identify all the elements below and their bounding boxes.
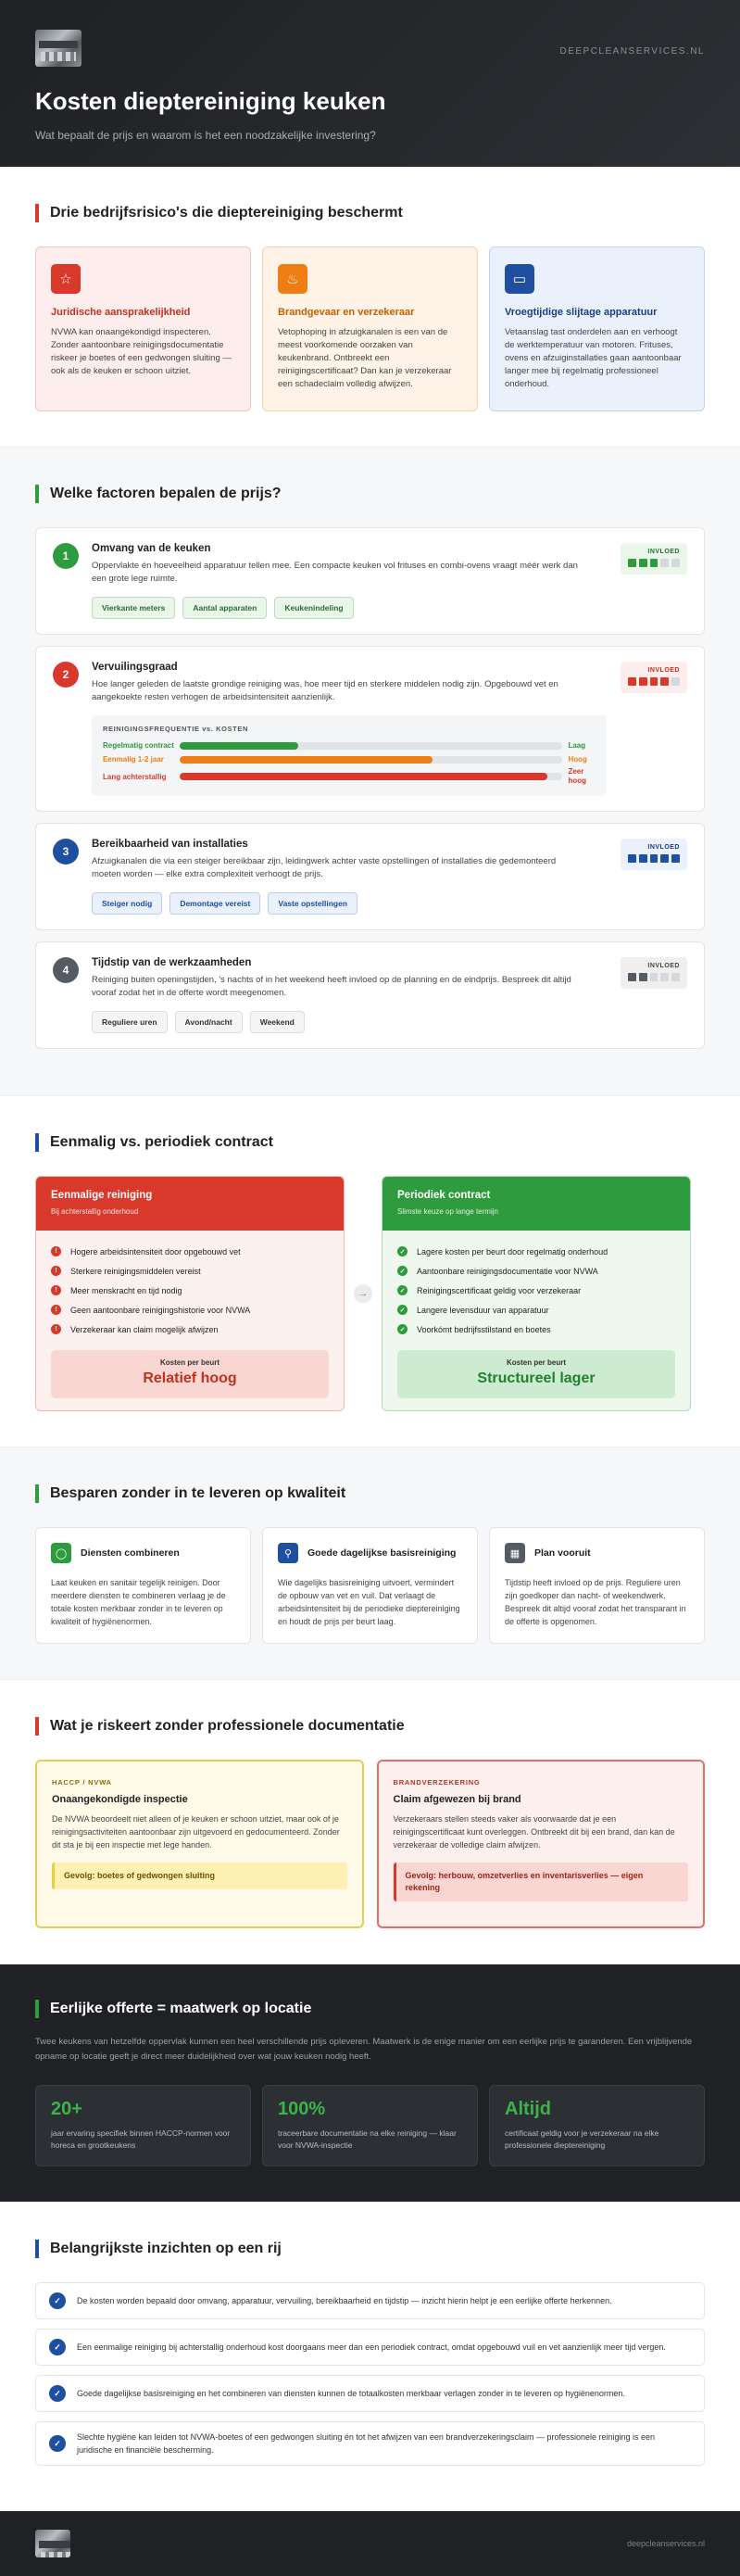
- cost-value: Relatief hoog: [143, 1370, 237, 1386]
- doc-consequence: Gevolg: herbouw, omzetverlies en inventarisverlies — eigen rekening: [394, 1863, 689, 1901]
- risk-title: Vroegtijdige slijtage apparatuur: [505, 307, 658, 318]
- risk-text: Vetophoping in afzuigkanalen is een van de meest voorkomende oorzaken van keukenbrand. Ontbreekt een reinigingscertificaat? Dan kan je verzekeraar een schadeclaim volledig afwijzen.: [278, 327, 452, 389]
- check-icon: ✓: [49, 2292, 66, 2309]
- insight-item: [35, 2282, 705, 2319]
- combine-icon: ◯: [51, 1543, 71, 1563]
- doc-title: Onaangekondigde inspectie: [52, 1794, 188, 1805]
- influence-dot: [628, 559, 636, 567]
- insight-item: [35, 2329, 705, 2366]
- doc-card-insurance: [377, 1760, 706, 1928]
- calendar-icon: ▦: [505, 1543, 525, 1563]
- factor-card-timing: [35, 941, 705, 1049]
- check-icon: ✓: [49, 2339, 66, 2355]
- clean-icon: ⚲: [278, 1543, 298, 1563]
- influence-dot: [639, 559, 647, 567]
- check-icon: ✓: [49, 2435, 66, 2452]
- doc-kicker: HACCP / NVWA: [52, 1778, 112, 1787]
- saving-text: Laat keuken en sanitair tegelijk reinigen. Door meerdere diensten te combineren verlaag je de totale kosten merkbaar zonder in te leveren op kwaliteit of hygiënenormen.: [51, 1578, 226, 1626]
- doc-consequence: Gevolg: boetes of gedwongen sluiting: [52, 1863, 347, 1889]
- cost-label: Kosten per beurt: [159, 1358, 219, 1367]
- contract-item: ! Hogere arbeidsintensiteit door opgebouwd vet: [51, 1242, 329, 1261]
- influence-dot: [671, 559, 680, 567]
- factor-text: Afzuigkanalen die via een steiger bereikbaar zijn, leidingwerk achter vaste opstellingen of installaties die gedemonteerd moeten worden — elke extra complexiteit verhoogt de prijs.: [92, 856, 557, 879]
- frequency-value: Hoog: [568, 755, 587, 764]
- influence-meter: [628, 973, 680, 981]
- documentation-section: [0, 1680, 740, 1964]
- factor-tag: Keukenindeling: [274, 597, 353, 619]
- stat-card: [489, 2085, 705, 2166]
- factor-title: Vervuilingsgraad: [92, 662, 178, 673]
- flame-icon: ♨: [278, 264, 307, 294]
- check-icon: ✓: [397, 1324, 408, 1334]
- influence-dot: [660, 677, 669, 686]
- factor-tag: Weekend: [250, 1011, 305, 1033]
- contracts-section: [0, 1096, 740, 1447]
- influence-dot: [660, 854, 669, 863]
- contract-periodic-card: [382, 1176, 691, 1411]
- risk-card-legal: [35, 246, 251, 411]
- insight-text: De kosten worden bepaald door omvang, apparatuur, vervuiling, bereikbaarheid en tijdstip — inzicht hierin helpt je een eerlijke offerte herkennen.: [77, 2296, 612, 2305]
- cost-box: [51, 1350, 329, 1398]
- doc-card-inspection: [35, 1760, 364, 1928]
- influence-dot: [650, 677, 658, 686]
- warning-icon: !: [51, 1305, 61, 1315]
- factor-tag: Aantal apparaten: [182, 597, 267, 619]
- frequency-bar: [180, 756, 433, 764]
- frequency-name: Regelmatig contract: [103, 741, 174, 750]
- warning-icon: !: [51, 1285, 61, 1295]
- factor-tag: Vaste opstellingen: [268, 892, 357, 915]
- factor-title: Bereikbaarheid van installaties: [92, 839, 248, 850]
- factor-tag: Avond/nacht: [175, 1011, 243, 1033]
- warning-icon: !: [51, 1246, 61, 1256]
- influence-badge: [621, 957, 687, 989]
- monitor-icon: ▭: [505, 264, 534, 294]
- influence-dot: [639, 854, 647, 863]
- influence-badge: [621, 839, 687, 870]
- page-title: Kosten dieptereiniging keuken: [35, 87, 386, 115]
- arrow-right-icon: →: [354, 1284, 372, 1303]
- page-footer: [0, 2511, 740, 2576]
- contract-subtitle: Bij achterstallig onderhoud: [51, 1207, 139, 1216]
- influence-label: INVLOED: [647, 844, 680, 851]
- check-icon: ✓: [397, 1246, 408, 1256]
- factors-section: [0, 448, 740, 1096]
- contracts-title: Eenmalig vs. periodiek contract: [35, 1133, 705, 1152]
- stat-label: traceerbare documentatie na elke reiniging — klaar voor NVWA-inspectie: [278, 2128, 457, 2150]
- stat-value: 20+: [51, 2099, 82, 2119]
- frequency-value: Laag: [568, 741, 586, 750]
- offer-intro: Twee keukens van hetzelfde oppervlak kunnen een heel verschillende prijs opleveren. Maatwerk is de enige manier om een eerlijke prijs te garanderen. Een vrijblijvende opname op locatie geeft je direct meer duidelijkheid over wat jouw keuken nodig heeft.: [35, 2037, 693, 2062]
- savings-title: Besparen zonder in te leveren op kwaliteit: [35, 1484, 705, 1503]
- cost-value: Structureel lager: [477, 1370, 596, 1386]
- insight-item: [35, 2375, 705, 2412]
- savings-section: [0, 1447, 740, 1680]
- company-logo[interactable]: [35, 30, 82, 67]
- saving-card-plan: [489, 1527, 705, 1644]
- risk-card-fire: [262, 246, 478, 411]
- influence-dot: [671, 854, 680, 863]
- doc-title: Claim afgewezen bij brand: [393, 1794, 521, 1805]
- factor-tag: Reguliere uren: [92, 1011, 168, 1033]
- influence-badge: [621, 543, 687, 575]
- influence-meter: [628, 854, 680, 863]
- contract-item: ! Sterkere reinigingsmiddelen vereist: [51, 1261, 329, 1281]
- factor-tag: Steiger nodig: [92, 892, 162, 915]
- offer-section: [0, 1964, 740, 2203]
- influence-dot: [671, 973, 680, 981]
- contract-title: Eenmalige reiniging: [51, 1190, 153, 1201]
- risks-section: [0, 167, 740, 448]
- contract-item: ! Verzekeraar kan claim mogelijk afwijzen: [51, 1320, 329, 1339]
- influence-dot: [660, 973, 669, 981]
- risk-text: NVWA kan onaangekondigd inspecteren. Zonder aantoonbare reinigingsdocumentatie riskeer je boetes of een gedwongen sluiting — ook als de keuken er schoon uitziet.: [51, 327, 232, 376]
- stat-value: 100%: [278, 2099, 326, 2119]
- factors-title: Welke factoren bepalen de prijs?: [35, 485, 705, 503]
- saving-title: Diensten combineren: [81, 1547, 180, 1559]
- contract-item: ! Geen aantoonbare reinigingshistorie voor NVWA: [51, 1300, 329, 1320]
- factor-number: 1: [53, 543, 79, 569]
- influence-dot: [628, 854, 636, 863]
- factor-text: Reiniging buiten openingstijden, 's nachts of in het weekend heeft invloed op de planning en de eindprijs. Bespreek dit altijd vooraf zodat het in de offerte wordt meegenomen.: [92, 975, 571, 998]
- contract-title: Periodiek contract: [397, 1190, 491, 1201]
- factor-card-dirt: [35, 646, 705, 812]
- influence-badge: [621, 662, 687, 693]
- insights-title: Belangrijkste inzichten op een rij: [35, 2240, 705, 2258]
- factor-tag: Vierkante meters: [92, 597, 175, 619]
- influence-dot: [639, 677, 647, 686]
- influence-label: INVLOED: [647, 549, 680, 555]
- insight-item: [35, 2421, 705, 2466]
- insight-text: Een eenmalige reiniging bij achterstallig onderhoud kost doorgaans meer dan een periodiek contract, omdat opgebouwd vuil en vet aanzienlijk meer tijd vergen.: [77, 2342, 666, 2352]
- saving-card-daily: [262, 1527, 478, 1644]
- doc-text: De NVWA beoordeelt niet alleen of je keuken er schoon uitziet, maar ook of je reinigingsactiviteiten aantoonbaar zijn uitgevoerd en gedocumenteerd. Zonder dit sta je bij een inspectie met lege handen.: [52, 1814, 340, 1850]
- factor-card-size: [35, 527, 705, 635]
- insight-text: Slechte hygiëne kan leiden tot NVWA-boetes of een gedwongen sluiting én tot het afwijzen van een brandverzekeringsclaim — professionele reiniging is een juridische en financiële bescherming.: [77, 2432, 656, 2455]
- saving-title: Plan vooruit: [534, 1547, 591, 1559]
- footer-logo[interactable]: [35, 2530, 70, 2557]
- hero-header: [0, 0, 740, 167]
- contract-item: ✓ Lagere kosten per beurt door regelmatig onderhoud: [397, 1242, 675, 1261]
- risk-card-wear: [489, 246, 705, 411]
- factor-number: 3: [53, 839, 79, 865]
- influence-dot: [671, 677, 680, 686]
- frequency-row: [103, 752, 596, 766]
- check-icon: ✓: [397, 1305, 408, 1315]
- frequency-row: [103, 766, 596, 787]
- factor-title: Omvang van de keuken: [92, 543, 211, 554]
- offer-title: Eerlijke offerte = maatwerk op locatie: [35, 2000, 705, 2018]
- doc-kicker: BRANDVERZEKERING: [393, 1778, 481, 1787]
- contract-subtitle: Slimste keuze op lange termijn: [397, 1207, 498, 1216]
- factor-title: Tijdstip van de werkzaamheden: [92, 957, 252, 968]
- influence-label: INVLOED: [647, 963, 680, 969]
- stat-label: certificaat geldig voor je verzekeraar na elke professionele dieptereiniging: [505, 2128, 659, 2150]
- influence-dot: [650, 854, 658, 863]
- frequency-name: Eenmalig 1-2 jaar: [103, 755, 164, 764]
- check-icon: ✓: [397, 1285, 408, 1295]
- saving-card-combine: [35, 1527, 251, 1644]
- saving-text: Tijdstip heeft invloed op de prijs. Reguliere uren zijn goedkoper dan nacht- of weekendwerk. Bespreek dit altijd vooraf zodat het transparant in de offerte is opgenomen.: [505, 1578, 686, 1626]
- influence-dot: [628, 677, 636, 686]
- risk-title: Juridische aansprakelijkheid: [51, 307, 191, 318]
- factor-number: 4: [53, 957, 79, 983]
- check-icon: ✓: [397, 1266, 408, 1276]
- warning-icon: !: [51, 1266, 61, 1276]
- documentation-title: Wat je riskeert zonder professionele documentatie: [35, 1717, 705, 1736]
- risk-text: Vetaanslag tast onderdelen aan en verhoogt de werktemperatuur van motoren. Frituses, ovens en afzuiginstallaties gaan aantoonbaar langer mee bij regelmatig professioneel onderhoud.: [505, 327, 682, 389]
- saving-text: Wie dagelijks basisreiniging uitvoert, vermindert de opbouw van vet en vuil. Dat verlaagt de arbeidsintensiteit bij de periodieke dieptereiniging en houdt de prijs per beurt laag.: [278, 1578, 460, 1626]
- star-icon: ☆: [51, 264, 81, 294]
- influence-dot: [639, 973, 647, 981]
- risk-title: Brandgevaar en verzekeraar: [278, 307, 415, 318]
- frequency-row: [103, 739, 596, 752]
- stat-value: Altijd: [505, 2099, 551, 2119]
- factor-number: 2: [53, 662, 79, 688]
- influence-dot: [628, 973, 636, 981]
- header-domain[interactable]: DEEPCLEANSERVICES.NL: [559, 46, 705, 57]
- saving-title: Goede dagelijkse basisreiniging: [307, 1547, 457, 1559]
- contract-item: ✓ Aantoonbare reinigingsdocumentatie voor NVWA: [397, 1261, 675, 1281]
- influence-meter: [628, 559, 680, 567]
- frequency-chart: [92, 715, 607, 796]
- stat-label: jaar ervaring specifiek binnen HACCP-normen voor horeca en grootkeukens: [51, 2128, 231, 2150]
- insight-text: Goede dagelijkse basisreiniging en het combineren van diensten kunnen de totaalkosten merkbaar verlagen zonder in te leveren op hygiënenormen.: [77, 2389, 625, 2398]
- frequency-name: Lang achterstallig: [103, 772, 167, 781]
- factor-text: Hoe langer geleden de laatste grondige reiniging was, hoe meer tijd en sterkere middelen nodig zijn. Opgebouwd vet en aangekoekte resten verhogen de arbeidsintensiteit aanzienlijk.: [92, 679, 558, 702]
- doc-text: Verzekeraars stellen steeds vaker als voorwaarde dat je een reinigingscertificaat kunt overleggen. Ontbreekt dit bij een brand, dan kan de verzekeraar de volledige claim afwijzen.: [393, 1814, 675, 1850]
- contract-item: ! Meer menskracht en tijd nodig: [51, 1281, 329, 1300]
- contract-once-card: [35, 1176, 345, 1411]
- factor-text: Oppervlakte én hoeveelheid apparatuur tellen mee. Een compacte keuken vol frituses en combi-ovens vraagt méér werk dan een grote lege ruimte.: [92, 561, 578, 584]
- cost-label: Kosten per beurt: [506, 1358, 566, 1367]
- influence-meter: [628, 677, 680, 686]
- contract-item: ✓ Voorkómt bedrijfsstilstand en boetes: [397, 1320, 675, 1339]
- influence-dot: [650, 973, 658, 981]
- stat-card: [35, 2085, 251, 2166]
- factor-card-access: [35, 823, 705, 930]
- frequency-bar: [180, 773, 547, 780]
- frequency-bar: [180, 742, 298, 750]
- check-icon: ✓: [49, 2385, 66, 2402]
- warning-icon: !: [51, 1324, 61, 1334]
- page-subtitle: Wat bepaalt de prijs en waarom is het een noodzakelijke investering?: [35, 129, 376, 142]
- influence-dot: [650, 559, 658, 567]
- influence-label: INVLOED: [647, 667, 680, 674]
- risks-title: Drie bedrijfsrisico's die dieptereiniging beschermt: [35, 204, 705, 222]
- factor-tag: Demontage vereist: [169, 892, 260, 915]
- contract-item: ✓ Langere levensduur van apparatuur: [397, 1300, 675, 1320]
- insights-section: [0, 2203, 740, 2511]
- frequency-value: Zeer hoog: [568, 767, 586, 785]
- footer-domain[interactable]: deepcleanservices.nl: [626, 2539, 705, 2548]
- cost-box: [397, 1350, 675, 1398]
- frequency-label: REINIGINGSFREQUENTIE vs. KOSTEN: [103, 725, 248, 733]
- contract-item: ✓ Reinigingscertificaat geldig voor verzekeraar: [397, 1281, 675, 1300]
- influence-dot: [660, 559, 669, 567]
- stat-card: [262, 2085, 478, 2166]
